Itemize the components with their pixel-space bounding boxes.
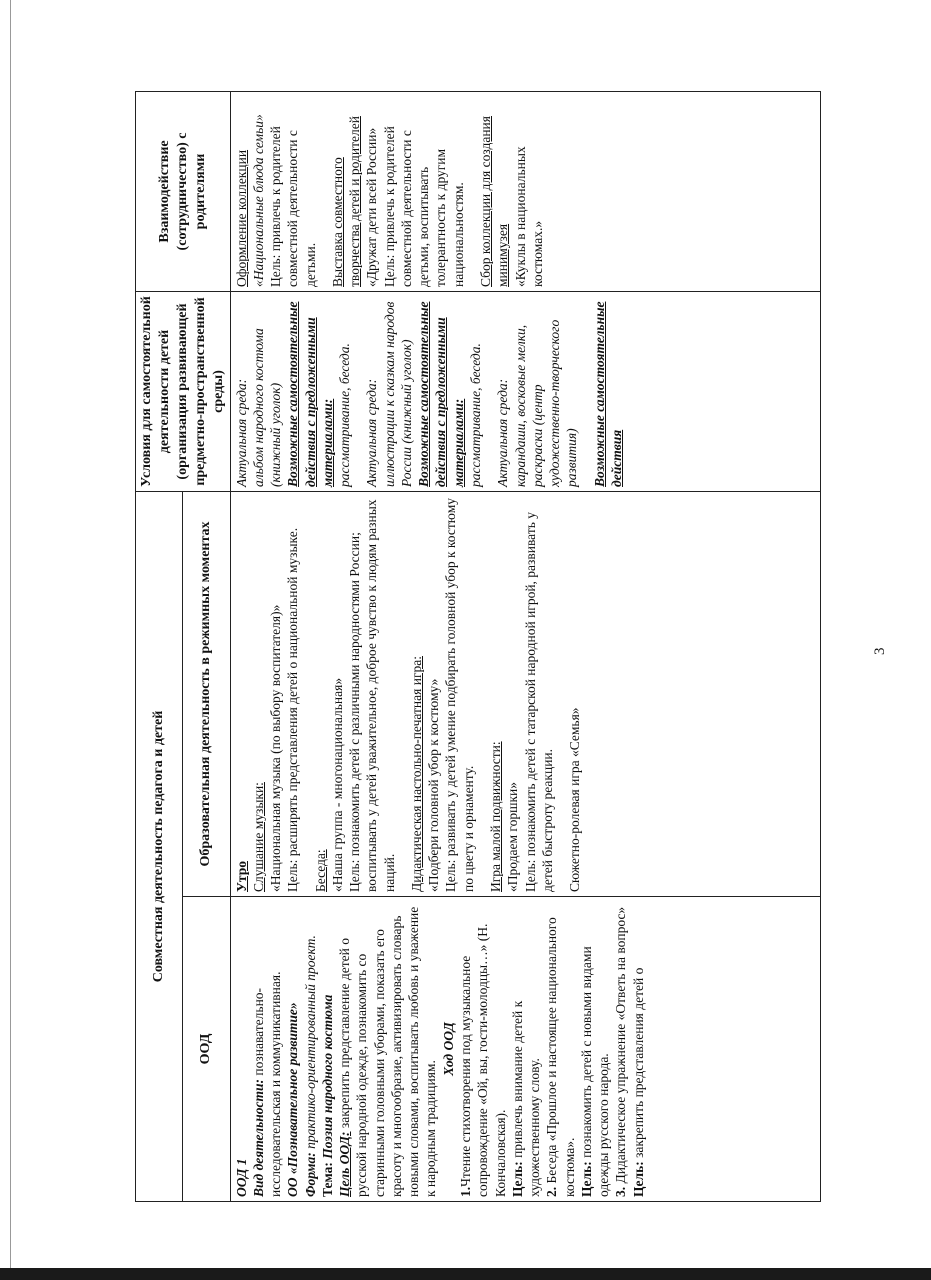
env1-text: альбом народного костюма (книжный уголок): [250, 328, 284, 487]
talk-goal: Цель: познакомить детей с различными народностями России; воспитывать у детей уважительное, доброе чувство к людям разных наций.: [347, 499, 397, 892]
vid-label: Вид деятельности:: [250, 1078, 266, 1197]
tema-label: Тема:: [319, 1162, 335, 1197]
didact-title: Дидактическая настольно-печатная игра:: [408, 656, 424, 892]
goal-label: Цель ООД:: [337, 1131, 353, 1197]
act3-title: Возможные самостоятельные действия: [591, 301, 624, 487]
didact-text: «Подбери головной убор к костюму»: [426, 678, 442, 892]
env2-label: Актуальная среда:: [364, 378, 380, 487]
env3-label: Актуальная среда:: [495, 378, 511, 487]
tema-value: Поэзия народного костюма: [319, 994, 335, 1159]
role-text: Сюжетно-ролевая игра «Семья»: [567, 707, 583, 892]
game-title: Игра малой подвижности:: [487, 741, 503, 892]
p1-text: «Национальные блюда семьи»: [250, 114, 266, 287]
music-text: «Национальная музыка (по выбору воспитателя)»: [268, 604, 284, 892]
cell-parents: [230, 91, 820, 291]
scan-bottom-bar: [0, 1268, 931, 1280]
env2-text: иллюстрации к сказкам народов России (книжный уголок): [381, 301, 414, 487]
step2-goal: познакомить детей с новыми видами одежды русского народа.: [578, 946, 612, 1197]
cell-ood: [230, 897, 820, 1202]
header-ood: ООД: [183, 897, 230, 1202]
step3-text: Дидактическое упражнение «Ответь на вопрос»: [613, 906, 629, 1184]
header-conditions: Условия для самостоятельной деятельности детей (организация развивающей предметно-пространственной среды): [136, 291, 231, 491]
env1-label: Актуальная среда:: [233, 378, 249, 487]
step1-num: 1.: [457, 1186, 473, 1197]
ood-title: ООД 1: [233, 1158, 249, 1197]
oo-label: ОО «Познавательное развитие»: [285, 1002, 301, 1197]
vid-value: познавательно-исследовательская и коммуникативная.: [250, 971, 284, 1197]
act2-title: Возможные самостоятельные действия с предложенными материалами:: [416, 301, 466, 487]
header-joint-activity: Совместная деятельность педагога и детей: [136, 491, 183, 1201]
step3-num: 3.: [613, 1186, 629, 1197]
cell-conditions: [230, 291, 820, 491]
game-text: «Продаем горшки»: [505, 781, 521, 892]
p3-title: Сбор коллекции для создания минимузея: [477, 116, 511, 287]
env3-text: карандаши, восковые мелки, раскраски (центр художественно-творческого развития): [512, 319, 580, 487]
morning-label: Утро: [233, 861, 249, 892]
music-goal: Цель: расширять представления детей о национальной музыке.: [285, 527, 301, 892]
talk-title: Беседа:: [312, 849, 328, 892]
header-regime: Образовательная деятельность в режимных моментах: [183, 491, 230, 896]
step1-text: Чтение стихотворения под музыкальное сопровождение «Ой, вы, гости-молодцы…» (Н. Кончаловская).: [457, 923, 508, 1197]
p2-text: «Дружат дети всей России»: [364, 127, 380, 287]
act2-text: рассматривание, беседа.: [467, 343, 483, 487]
goal-value: закрепить представление детей о русской народной одежде, познакомить со старинными головными уборами, показать его красоту и многообразие, активизировать словарь новыми словами, воспитывать любовь и уважение к народным традициям.: [337, 906, 439, 1197]
hod-title: Ход ООД: [440, 1022, 456, 1076]
step3-goal-label: Цель:: [630, 1161, 646, 1197]
act1-title: Возможные самостоятельные действия с предложенными материалами:: [285, 301, 335, 487]
p1-title: Оформление коллекции: [233, 149, 249, 287]
talk-text: «Наша группа - многонациональная»: [329, 677, 345, 892]
p3-text: «Куклы в национальных костюмах.»: [512, 146, 545, 287]
music-title: Слушание музыки:: [250, 782, 266, 892]
step1-goal-label: Цель:: [509, 1161, 525, 1197]
forma-label: Форма:: [302, 1152, 318, 1197]
step2-goal-label: Цель:: [578, 1161, 594, 1197]
p2-title: Выставка совместного творчества детей и родителей: [329, 116, 363, 287]
step2-num: 2.: [544, 1186, 560, 1197]
cell-regime: [230, 491, 820, 896]
step2-text: Беседа «Прошлое и настоящее национального костюма».: [544, 917, 577, 1197]
p2-goal: Цель: привлечь к родителей совместной деятельности с детьми, воспитывать толерантность к другим национальностям.: [381, 126, 466, 287]
page-number: 3: [872, 647, 888, 655]
didact-goal: Цель: развивать у детей умение подбирать головной убор к костюму по цвету и орнаменту.: [443, 498, 476, 892]
plan-table: [135, 91, 821, 1202]
p1-goal: Цель: привлечь к родителей совместной деятельности с детьми.: [268, 126, 318, 287]
act1-text: рассматривание, беседа.: [337, 343, 353, 487]
step3-goal: закрепить представления детей о: [630, 967, 646, 1158]
header-parents: Взаимодействие (сотрудничество) с родителями: [136, 91, 231, 291]
step1-goal: привлечь внимание детей к художественному слову.: [509, 1000, 543, 1197]
forma-value: практико-ориентированный проект.: [302, 935, 318, 1149]
game-goal: Цель: познакомить детей с татарской народной игрой, развивать у детей быстроту реакции.: [522, 512, 555, 892]
